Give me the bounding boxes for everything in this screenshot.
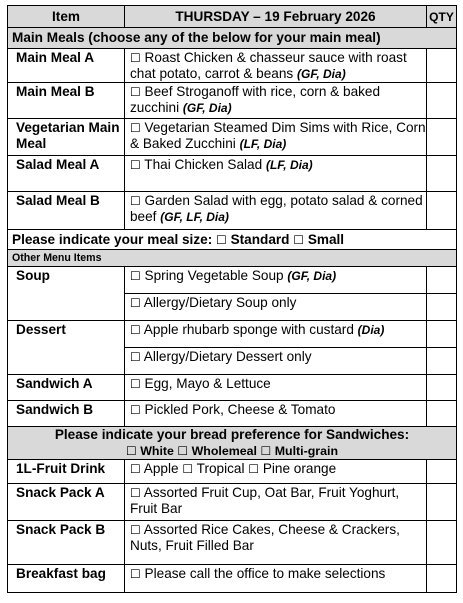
breakfast-bag-text: Please call the office to make selections <box>144 566 386 581</box>
checkbox-icon[interactable]: ☐ <box>248 462 260 476</box>
checkbox-icon[interactable]: ☐ <box>125 444 137 458</box>
header-date: THURSDAY – 19 February 2026 <box>125 6 427 28</box>
fruit-drink-apple[interactable]: Apple <box>143 461 179 476</box>
dessert-option-1-text: Apple rhubarb sponge with custard <box>143 322 354 337</box>
checkbox-icon[interactable]: ☐ <box>130 523 141 537</box>
checkbox-icon[interactable]: ☐ <box>260 444 272 458</box>
soup-label: Soup <box>8 267 125 321</box>
checkbox-icon[interactable]: ☐ <box>130 51 141 65</box>
main-meal-b-row <box>8 83 457 119</box>
salad-meal-a-label: Salad Meal A <box>8 156 125 192</box>
sandwich-b-option[interactable] <box>125 401 427 427</box>
soup-option-1[interactable] <box>125 267 427 294</box>
bread-preference-prompt: Please indicate your bread preference for Sandwiches: <box>54 427 410 442</box>
vegetarian-meal-diet: (LF, Dia) <box>239 137 287 151</box>
snack-pack-a-qty[interactable] <box>427 484 457 521</box>
dessert-option-2[interactable] <box>125 348 427 375</box>
vegetarian-meal-row <box>8 119 457 156</box>
fruit-drink-qty[interactable] <box>427 460 457 484</box>
main-meal-a-label: Main Meal A <box>8 49 125 83</box>
vegetarian-meal-option[interactable] <box>125 119 427 156</box>
checkbox-icon[interactable]: ☐ <box>130 296 141 310</box>
meal-size-prompt: Please indicate your meal size: <box>12 231 213 247</box>
breakfast-bag-label: Breakfast bag <box>8 565 125 593</box>
salad-meal-b-diet: (GF, LF, Dia) <box>160 210 229 224</box>
checkbox-icon[interactable]: ☐ <box>130 350 141 364</box>
sandwich-a-option[interactable] <box>125 375 427 401</box>
salad-meal-a-option[interactable] <box>125 156 427 192</box>
checkbox-icon[interactable]: ☐ <box>130 462 141 476</box>
snack-pack-b-label: Snack Pack B <box>8 521 125 565</box>
checkbox-icon[interactable]: ☐ <box>130 377 141 391</box>
dessert-option-1[interactable] <box>125 321 427 348</box>
fruit-drink-pine-orange[interactable]: Pine orange <box>262 461 337 476</box>
sandwich-a-text: Egg, Mayo & Lettuce <box>144 376 271 391</box>
snack-pack-a-text: Assorted Fruit Cup, Oat Bar, Fruit Yoghurt, Fruit Bar <box>130 485 400 516</box>
vegetarian-meal-text: Vegetarian Steamed Dim Sims with Rice, Corn & Baked Zucchini <box>130 120 426 151</box>
checkbox-icon[interactable]: ☐ <box>177 444 189 458</box>
dessert-label: Dessert <box>8 321 125 375</box>
snack-pack-b-qty[interactable] <box>427 521 457 565</box>
checkbox-icon[interactable]: ☐ <box>130 323 141 337</box>
main-meal-b-label: Main Meal B <box>8 83 125 119</box>
vegetarian-meal-label: Vegetarian Main Meal <box>8 119 125 156</box>
checkbox-icon[interactable]: ☐ <box>130 194 141 208</box>
checkbox-icon[interactable]: ☐ <box>182 462 194 476</box>
header-row <box>8 6 457 28</box>
checkbox-icon[interactable]: ☐ <box>130 269 141 283</box>
soup-option-2-qty[interactable] <box>427 294 457 321</box>
salad-meal-b-row <box>8 192 457 230</box>
bread-preference-row <box>8 427 457 460</box>
header-item: Item <box>8 6 125 28</box>
bread-preference-cell <box>8 427 457 460</box>
sandwich-b-text: Pickled Pork, Cheese & Tomato <box>144 402 336 417</box>
salad-meal-a-text: Thai Chicken Salad <box>144 157 263 172</box>
snack-pack-b-row <box>8 521 457 565</box>
checkbox-icon[interactable]: ☐ <box>130 403 141 417</box>
salad-meal-b-text: Garden Salad with egg, potato salad & corned beef <box>130 193 423 224</box>
dessert-option-2-text: Allergy/Dietary Dessert only <box>143 349 312 364</box>
soup-option-1-text: Spring Vegetable Soup <box>144 268 284 283</box>
main-meal-a-diet: (GF, Dia) <box>297 67 346 81</box>
checkbox-icon[interactable]: ☐ <box>293 232 305 247</box>
salad-meal-a-qty[interactable] <box>427 156 457 192</box>
soup-option-1-qty[interactable] <box>427 267 457 294</box>
main-meals-section-row <box>8 28 457 49</box>
main-meal-a-text: Roast Chicken & chasseur sauce with roast chat potato, carrot & beans <box>130 50 407 81</box>
sandwich-b-row <box>8 401 457 427</box>
bread-multigrain[interactable]: Multi-grain <box>274 444 339 458</box>
salad-meal-a-diet: (LF, Dia) <box>265 158 313 172</box>
snack-pack-a-option[interactable] <box>125 484 427 521</box>
sandwich-b-qty[interactable] <box>427 401 457 427</box>
sandwich-b-label: Sandwich B <box>8 401 125 427</box>
main-meal-a-row <box>8 49 457 83</box>
breakfast-bag-qty[interactable] <box>427 565 457 593</box>
main-meal-b-option[interactable] <box>125 83 427 119</box>
salad-meal-a-row <box>8 156 457 192</box>
vegetarian-meal-qty[interactable] <box>427 119 457 156</box>
snack-pack-a-label: Snack Pack A <box>8 484 125 521</box>
soup-option-2-text: Allergy/Dietary Soup only <box>143 295 297 310</box>
soup-option-2[interactable] <box>125 294 427 321</box>
dessert-option-1-qty[interactable] <box>427 321 457 348</box>
breakfast-bag-row <box>8 565 457 593</box>
checkbox-icon[interactable]: ☐ <box>130 158 141 172</box>
fruit-drink-label: 1L-Fruit Drink <box>8 460 125 484</box>
other-items-section-title: Other Menu Items <box>8 250 457 267</box>
dessert-row-1 <box>8 321 457 348</box>
main-meal-b-text: Beef Stroganoff with rice, corn & baked zucchini <box>130 84 381 115</box>
fruit-drink-row <box>8 460 457 484</box>
meal-size-standard[interactable]: Standard <box>230 231 290 247</box>
main-meal-a-option[interactable] <box>125 49 427 83</box>
salad-meal-b-option[interactable] <box>125 192 427 230</box>
header-qty: QTY <box>427 6 457 28</box>
snack-pack-b-option[interactable] <box>125 521 427 565</box>
snack-pack-a-row <box>8 484 457 521</box>
bread-options <box>8 443 456 459</box>
sandwich-a-row <box>8 375 457 401</box>
checkbox-icon[interactable]: ☐ <box>130 486 141 500</box>
sandwich-a-label: Sandwich A <box>8 375 125 401</box>
meal-size-row <box>8 230 457 250</box>
checkbox-icon[interactable]: ☐ <box>216 232 227 247</box>
main-meal-a-qty[interactable] <box>427 49 457 83</box>
meal-size-cell <box>8 230 457 250</box>
main-meals-section-title: Main Meals (choose any of the below for your main meal) <box>8 28 457 49</box>
soup-row-1 <box>8 267 457 294</box>
menu-order-form <box>7 5 457 593</box>
snack-pack-b-text: Assorted Rice Cakes, Cheese & Crackers, Nuts, Fruit Filled Bar <box>130 522 400 553</box>
breakfast-bag-option[interactable] <box>125 565 427 593</box>
main-meal-b-diet: (GF, Dia) <box>182 101 232 115</box>
bread-wholemeal[interactable]: Wholemeal <box>191 444 258 458</box>
meal-size-small[interactable]: Small <box>307 231 345 247</box>
dessert-option-1-diet: (Dia) <box>357 323 385 337</box>
dessert-option-2-qty[interactable] <box>427 348 457 375</box>
bread-white[interactable]: White <box>140 444 174 458</box>
salad-meal-b-label: Salad Meal B <box>8 192 125 230</box>
main-meal-b-qty[interactable] <box>427 83 457 119</box>
fruit-drink-options <box>125 460 427 484</box>
sandwich-a-qty[interactable] <box>427 375 457 401</box>
checkbox-icon[interactable]: ☐ <box>130 85 141 99</box>
other-items-section-row <box>8 250 457 267</box>
soup-option-1-diet: (GF, Dia) <box>287 269 337 283</box>
salad-meal-b-qty[interactable] <box>427 192 457 230</box>
checkbox-icon[interactable]: ☐ <box>130 121 141 135</box>
checkbox-icon[interactable]: ☐ <box>130 567 141 581</box>
fruit-drink-tropical[interactable]: Tropical <box>196 461 245 476</box>
